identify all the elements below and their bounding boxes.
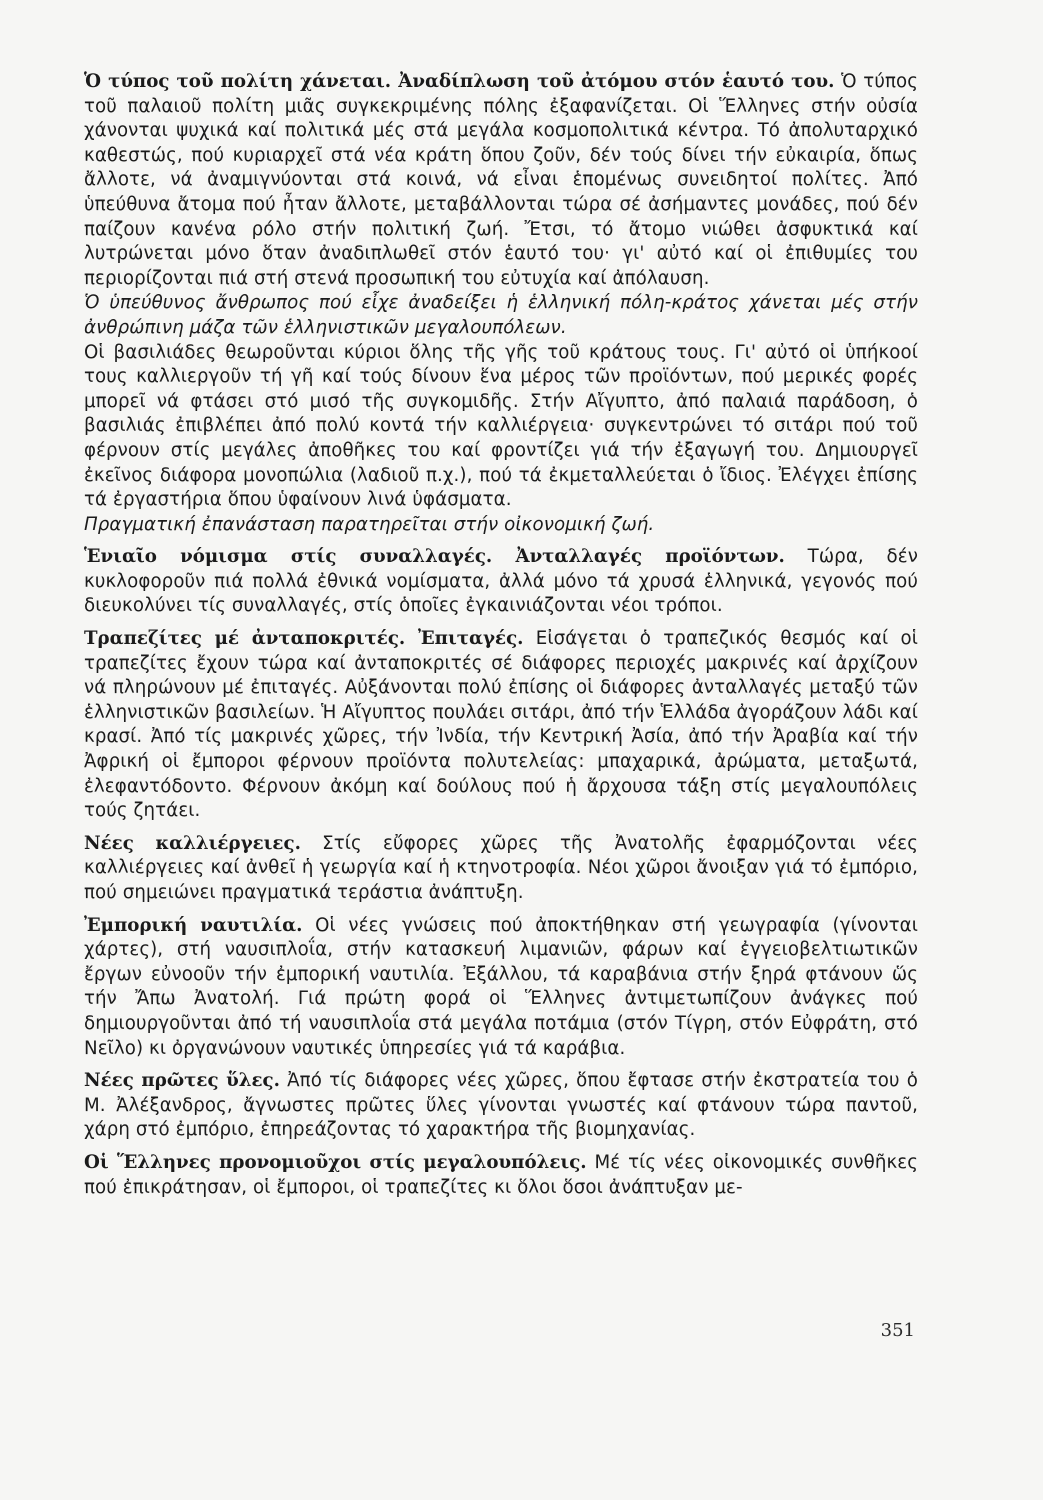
- paragraph-crops: [84, 832, 918, 906]
- paragraph-kings: Οἱ βασιλιάδες θεωροῦνται κύριοι ὅλης τῆς γῆς τοῦ κράτους τους. Γι' αὐτό οἱ ὑπήκοοί τους καλλιεργοῦν τή γῆ καί τούς δίνουν ἕνα μέρος τῶν προϊόντων, πού μερικές φορές μπορεῖ νά φτάσει στό μισό τῆς συγκομιδῆς. Στήν Αἴγυπτο, ἀπό παλαιά παράδοση, ὁ βασιλιάς ἐπιβλέπει ἀπό πολύ κοντά τήν καλλιέργεια· συγκεντρώνει τό σιτάρι πού τοῦ φέρνουν στίς μεγάλες ἀποθῆκες του καί φροντίζει γιά τήν ἐξαγωγή του. Δημιουργεῖ ἐκεῖνος διάφορα μονοπώλια (λαδιοῦ π.χ.), πού τά ἐκμεταλλεύεται ὁ ἴδιος. Ἐλέγχει ἐπίσης τά ἐργαστήρια ὅπου ὑφαίνουν λινά ὑφάσματα.: [84, 341, 918, 511]
- italic-summary-economy: Πραγματική ἐπανάσταση παρατηρεῖται στήν οἰκονομική ζωή.: [84, 513, 655, 535]
- heading-citizen: Ὁ τύπος τοῦ πολίτη χάνεται. Ἀναδίπλωση τοῦ ἀτόμου στόν ἑαυτό του.: [84, 71, 835, 92]
- italic-summary-responsible: Ὁ ὑπεύθυνος ἄνθρωπος πού εἶχε ἀναδείξει ἡ ἑλληνική πόλη-κράτος χάνεται μές στήν ἀνθρώπινη μάζα τῶν ἑλληνιστικῶν μεγαλουπόλεων.: [84, 292, 918, 338]
- text-shipping: Οἱ νέες γνώσεις πού ἀποκτήθηκαν στή γεωγραφία (γίνονται χάρτες), στή ναυσιπλοΐα, στήν κατασκευή λιμανιῶν, φάρων καί ἐγγειοβελτιωτικῶν ἔργων εὐνοοῦν τήν ἐμπορική ναυτιλία. Ἐξάλλου, τά καραβάνια στήν ξηρά φτάνουν ὥς τήν Ἄπω Ἀνατολή. Γιά πρώτη φορά οἱ Ἕλληνες ἀντιμετωπίζουν ἀνάγκες πού δημιουργοῦνται ἀπό τή ναυσιπλοΐα στά μεγάλα ποτάμια (στόν Τίγρη, στόν Εὐφράτη, στό Νεῖλο) κι ὀργανώνουν ναυτικές ὑπηρεσίες γιά τά καράβια.: [84, 914, 918, 1059]
- text-privileged: Μέ τίς νέες οἰκονομικές συνθῆκες πού ἐπικράτησαν, οἱ ἔμποροι, οἱ τραπεζίτες κι ὅλοι ὅσοι ἀνάπτυξαν με-: [84, 1151, 919, 1198]
- paragraph-bankers: [84, 627, 918, 824]
- heading-shipping: Ἐμπορική ναυτιλία.: [84, 914, 303, 936]
- text-crops: Στίς εὔφορες χῶρες τῆς Ἀνατολῆς ἐφαρμόζονται νέες καλλιέργειες καί ἀνθεῖ ἡ γεωργία καί ἡ κτηνοτροφία. Νέοι χῶροι ἄνοιξαν γιά τό ἐμπόριο, πού σημειώνει πραγματικά τεράστια ἀνάπτυξη.: [84, 832, 918, 903]
- paragraph-shipping: [84, 914, 918, 1062]
- heading-currency: Ἑνιαῖο νόμισμα στίς συναλλαγές. Ἀνταλλαγές προϊόντων.: [84, 546, 785, 568]
- text-bankers: Εἰσάγεται ὁ τραπεζικός θεσμός καί οἱ τραπεζίτες ἔχουν τώρα καί ἀνταποκριτές σέ διάφορες περιοχές μακρινές καί ἀρχίζουν νά πληρώνουν μέ ἐπιταγές. Αὐξάνονται πολύ ἐπίσης οἱ διάφορες ἀνταλλαγές μεταξύ τῶν ἑλληνιστικῶν βασιλείων. Ἡ Αἴγυπτος πουλάει σιτάρι, ἀπό τήν Ἑλλάδα ἀγοράζουν λάδι καί κρασί. Ἀπό τίς μακρινές χῶρες, τήν Ἰνδία, τήν Κεντρική Ἀσία, ἀπό τήν Ἀραβία καί τήν Ἀφρική οἱ ἔμποροι φέρνουν προϊόντα πολυτελείας: μπαχαρικά, ἀρώματα, μεταξωτά, ἐλεφαντόδοντο. Φέρνουν ἀκόμη καί δούλους πού ἡ ἄρχουσα τάξη στίς μεγαλουπόλεις τούς ζητάει.: [84, 628, 918, 822]
- paragraph-privileged: [84, 1151, 918, 1200]
- heading-privileged: Οἱ Ἕλληνες προνομιοῦχοι στίς μεγαλουπόλεις.: [84, 1151, 587, 1173]
- heading-raw-materials: Νέες πρῶτες ὕλες.: [84, 1070, 280, 1092]
- page-text-body: [84, 70, 918, 1200]
- paragraph-raw-materials: [84, 1069, 918, 1143]
- paragraph-currency: [84, 545, 918, 619]
- text-currency: Τώρα, δέν κυκλοφοροῦν πιά πολλά ἐθνικά νομίσματα, ἀλλά μόνο τά χρυσά ἑλληνικά, γεγονός πού διευκολύνει τίς συναλλαγές, στίς ὁποῖες ἐγκαινιάζονται νέοι τρόποι.: [84, 546, 918, 617]
- heading-bankers: Τραπεζίτες μέ ἀνταποκριτές. Ἐπιταγές.: [84, 628, 524, 650]
- paragraph-citizen: [84, 70, 918, 291]
- page-number: 351: [880, 1320, 915, 1341]
- heading-crops: Νέες καλλιέργειες.: [84, 832, 301, 854]
- text-raw-materials: Ἀπό τίς διάφορες νέες χῶρες, ὅπου ἔφτασε στήν ἐκστρατεία του ὁ Μ. Ἀλέξανδρος, ἄγνωστες πρῶτες ὕλες γίνονται γνωστές καί φτάνουν τώρα παντοῦ, χάρη στό ἐμπόριο, ἐπηρεάζοντας τό χαρακτήρα τῆς βιομηχανίας.: [84, 1070, 918, 1141]
- text-citizen: Ὁ τύπος τοῦ παλαιοῦ πολίτη μιᾶς συγκεκριμένης πόλης ἐξαφανίζεται. Οἱ Ἕλληνες στήν οὐσία χάνονται ψυχικά καί πολιτικά μές στά μεγάλα κοσμοπολιτικά κέντρα. Τό ἀπολυταρχικό καθεστώς, πού κυριαρχεῖ στά νέα κράτη ὅπου ζοῦν, δέν τούς δίνει τήν εὐκαιρία, ὅπως ἄλλοτε, νά ἀναμιγνύονται στά κοινά, νά εἶναι ἑπομένως συνειδητοί πολίτες. Ἀπό ὑπεύθυνα ἄτομα πού ἦταν ἄλλοτε, μεταβάλλονται τώρα σέ ἀσήμαντες μονάδες, πού δέν παίζουν κανένα ρόλο στήν πολιτική ζωή. Ἔτσι, τό ἄτομο νιώθει ἀσφυκτικά καί λυτρώνεται μόνο ὅταν ἀναδιπλωθεῖ στόν ἑαυτό του· γι' αὐτό καί οἱ ἐπιθυμίες του περιορίζονται πιά στή στενά προσωπική του εὐτυχία καί ἀπόλαυση.: [84, 71, 918, 289]
